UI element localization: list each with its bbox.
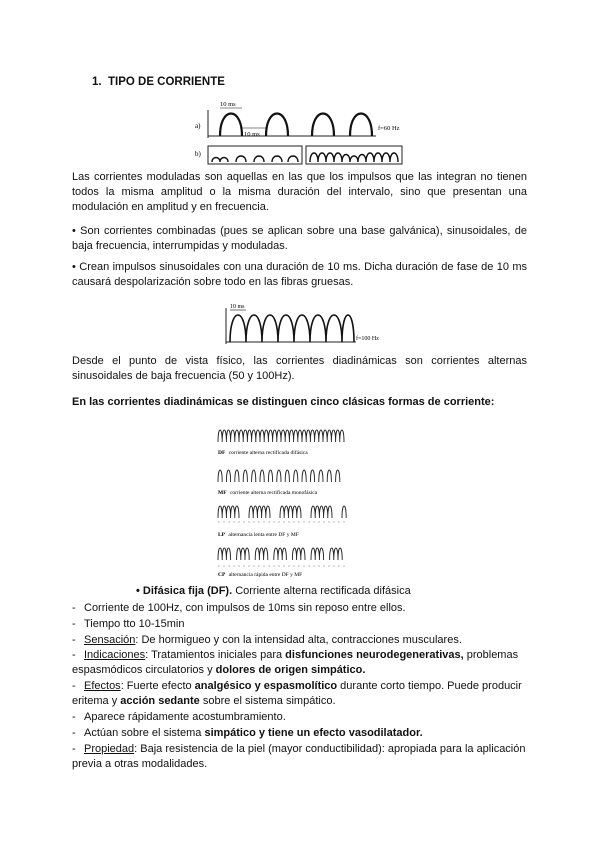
section-number: 1.	[92, 76, 102, 88]
bullet-combinadas: • Son corrientes combinadas (pues se aplican sobre una base galvánica), sinusoidales, de baja frecuencia, interrumpidas y moduladas.	[72, 225, 527, 252]
item-propiedad-text: : Baja resistencia de la piel (mayor conductibilidad): apropiada para la aplicación previa a otras modalidades.	[72, 743, 526, 770]
list-item: - Corriente de 100Hz, con impulsos de 10ms sin reposo entre ellos.	[72, 602, 406, 614]
item-indicaciones-bold: dolores de origen simpático.	[215, 664, 366, 676]
fig1-b-frame-right	[306, 146, 402, 164]
list-item: - Sensación: De hormigueo y con la intensidad alta, contracciones musculares.	[72, 634, 462, 646]
cp-caption: alternancia rápida entre DF y MF	[228, 572, 303, 578]
lp-label	[218, 532, 299, 538]
fig2-freq-label: f=100 Hz	[356, 336, 379, 342]
item-efectos-text: : Fuerte efecto	[120, 680, 195, 692]
mf-label	[218, 489, 318, 496]
waveform-path	[218, 548, 342, 560]
mf-waveform	[218, 470, 340, 482]
df-caption: corriente alterna rectificada difásica	[228, 450, 308, 456]
item-indicaciones-text: : Tratamientos iniciales para	[145, 649, 286, 661]
fig1-label-b: b)	[195, 150, 201, 158]
waveform-path	[218, 470, 340, 482]
fig1-gap-label: 10 ms	[244, 131, 260, 138]
df-label	[218, 449, 308, 456]
df-waveform	[218, 430, 344, 442]
fig1-freq-label: f=60 Hz	[378, 125, 400, 132]
paragraph-diadinamicas: Desde el punto de vista físico, las corrientes diadinámicas son corrientes alternas sinusoidales de baja frecuencia (50 y 100Hz).	[72, 355, 527, 382]
waveform-path	[218, 506, 346, 518]
mf-caption: corriente alterna rectificada monofásica	[229, 490, 318, 496]
list-item: - Propiedad: Baja resistencia de la piel (mayor conductibilidad): apropiada para la aplicación previa a otras modalidades.	[72, 743, 526, 770]
lp-caption: alternancia lenta entre DF y MF	[228, 532, 299, 538]
item-efectos-bold: acción sedante	[120, 695, 200, 707]
item-frecuencia: Corriente de 100Hz, con impulsos de 10ms sin reposo entre ellos.	[84, 602, 406, 614]
fig1-pulse-label: 10 ms	[220, 101, 236, 108]
waveform-path	[218, 430, 344, 442]
figure-modulated-waveforms	[190, 96, 410, 168]
figure-five-current-forms	[214, 420, 354, 582]
fig2-wave	[230, 315, 354, 342]
fig1-b-wave-right	[310, 153, 398, 162]
item-propiedad-label: Propiedad	[84, 743, 135, 755]
bullet-impulsos: • Crean impulsos sinusoidales con una duración de 10 ms. Dicha duración de fase de 10 ms causará despolarización sobre todo en las fibras gruesas.	[72, 261, 527, 288]
paragraph-moduladas: Las corrientes moduladas son aquellas en las que los impulsos que las integran no tienen todos la misma amplitud o la misma duración del intervalo, sino que presentan una modulación en amplitud y en frecuencia.	[72, 171, 527, 213]
fig1-label-a: a)	[195, 122, 201, 130]
item-sensacion-text: : De hormigueo y con la intensidad alta, contracciones musculares.	[135, 634, 462, 646]
section-heading	[92, 76, 225, 88]
fig1-pulse	[350, 114, 372, 137]
df-bullet	[136, 584, 411, 599]
fig1-pulse	[266, 114, 288, 137]
fig1-pulse	[220, 114, 242, 137]
item-acostumbramiento: Aparece rápidamente acostumbramiento.	[84, 711, 286, 723]
item-simpatico-text: Actúan sobre el sistema	[84, 727, 205, 739]
df-code: DF	[218, 450, 226, 456]
cp-code: CP	[218, 572, 226, 578]
item-indicaciones-label: Indicaciones	[84, 649, 146, 661]
list-item: - Indicaciones: Tratamientos iniciales para disfunciones neurodegenerativas, problemas espasmódicos circulatorios y dolores de origen simpático.	[72, 649, 519, 676]
list-item: - Tiempo tto 10-15min	[72, 618, 185, 630]
item-simpatico-bold: simpático y tiene un efecto vasodilatador.	[204, 727, 423, 739]
item-efectos-label: Efectos	[84, 680, 121, 692]
item-efectos-text: sobre el sistema simpático.	[199, 695, 336, 707]
figure-diadynamic-100hz	[216, 300, 396, 348]
fig2-pulse-label: 10 ms	[230, 304, 245, 310]
item-tiempo: Tiempo tto 10-15min	[84, 618, 185, 630]
item-efectos-text: durante corto tiempo. Puede producir eritema y	[72, 680, 522, 707]
lp-code: LP	[218, 532, 226, 538]
fig1-b-wave-left	[212, 156, 298, 162]
item-sensacion-label: Sensación	[84, 634, 136, 646]
list-item: - Actúan sobre el sistema simpático y tiene un efecto vasodilatador.	[72, 727, 423, 739]
item-indicaciones-text: problemas espasmódicos circulatorios y	[72, 649, 519, 676]
mf-code: MF	[218, 490, 227, 496]
cp-label	[218, 572, 302, 578]
fig1-pulse	[312, 114, 334, 137]
section-title: TIPO DE CORRIENTE	[107, 76, 225, 88]
cp-waveform	[218, 548, 342, 560]
lp-waveform	[218, 506, 346, 518]
df-bullet-bold: • Difásica fija (DF).	[136, 585, 233, 597]
df-bullet-rest: Corriente alterna rectificada difásica	[232, 585, 411, 597]
item-efectos-bold: analgésico y espasmolítico	[194, 680, 338, 692]
item-indicaciones-bold: disfunciones neurodegenerativas,	[285, 649, 464, 661]
list-item: - Aparece rápidamente acostumbramiento.	[72, 711, 286, 723]
list-item: - Efectos: Fuerte efecto analgésico y espasmolítico durante corto tiempo. Puede producir eritema y acción sedante sobre el sistema simpático.	[72, 680, 522, 707]
bold-heading-cinco-formas: En las corrientes diadinámicas se distinguen cinco clásicas formas de corriente:	[72, 396, 495, 408]
